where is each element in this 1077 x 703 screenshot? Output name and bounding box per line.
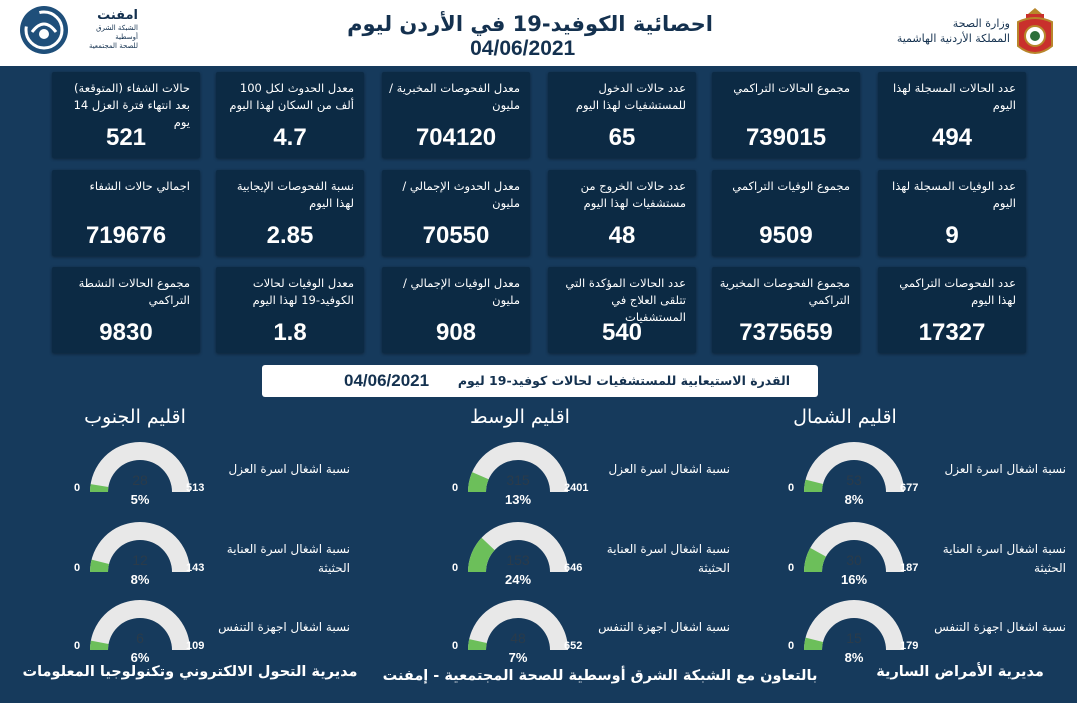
stat-value: 494 xyxy=(931,124,973,151)
stat-card xyxy=(712,72,860,158)
gauge-min: 0 xyxy=(788,640,795,652)
ministry-line2: المملكة الأردنية الهاشمية xyxy=(896,32,1010,45)
capacity-banner-date: 04/06/2021 xyxy=(344,371,430,390)
logo-line1: الشبكة الشرق أوسطية xyxy=(96,24,138,41)
gauge-label: نسبة اشغال اسرة العناية الحثيثة xyxy=(226,542,350,575)
stat-label: مجموع الوفيات التراكمي xyxy=(732,179,850,193)
stat-label: عدد حالات الدخول للمستشفيات لهذا اليوم xyxy=(575,81,686,112)
stat-card xyxy=(712,170,860,256)
gauge-max: 646 xyxy=(564,562,583,574)
stat-label: عدد الفحوصات التراكمي لهذا اليوم xyxy=(899,276,1016,307)
gauge xyxy=(788,596,918,666)
gauge-percent: 16% xyxy=(840,572,868,587)
stat-label: مجموع الحالات التراكمي xyxy=(733,81,850,95)
gauge-percent: 13% xyxy=(504,492,532,507)
gauge-value: 48 xyxy=(510,630,526,646)
stat-card xyxy=(878,72,1026,158)
footer-left: مديرية التحول الالكتروني وتكنولوجيا المعلومات xyxy=(22,664,358,680)
gauge-max: 677 xyxy=(900,482,919,494)
gauge xyxy=(452,438,589,508)
stat-value: 7375659 xyxy=(739,319,833,346)
stat-label: عدد الحالات المسجلة لهذا اليوم xyxy=(892,81,1016,112)
stat-card xyxy=(548,72,696,158)
stat-value: 9 xyxy=(945,222,959,249)
stat-value: 704120 xyxy=(415,124,497,151)
gauge xyxy=(452,518,582,588)
stat-value: 719676 xyxy=(85,222,167,249)
stat-label: عدد الحالات المؤكدة التي تتلقى العلاج في المستشفيات xyxy=(565,276,686,324)
ministry-name xyxy=(870,16,1010,56)
stat-value: 1.8 xyxy=(273,319,307,346)
gauge-value: 6 xyxy=(136,630,144,646)
stat-label: معدل الوفيات الإجمالي /مليون xyxy=(403,276,520,307)
page-title-text: احصائية الكوفيد-19 في الأردن ليوم xyxy=(347,12,713,36)
logo-text xyxy=(72,8,138,52)
stat-value: 908 xyxy=(435,319,477,346)
gauge-max: 652 xyxy=(564,640,583,652)
stat-value: 65 xyxy=(608,124,636,151)
gauge-label: نسبة اشغال اسرة العزل xyxy=(228,462,350,476)
gauge-max: 179 xyxy=(900,640,919,652)
stat-value: 17327 xyxy=(918,319,986,346)
emphnet-logo-icon xyxy=(18,4,70,56)
gauge-percent: 7% xyxy=(508,650,528,665)
gauge-value: 53 xyxy=(846,472,862,488)
gauge-min: 0 xyxy=(788,562,795,574)
gauge-min: 0 xyxy=(74,482,81,494)
gauge-value: 315 xyxy=(506,472,530,488)
gauge-percent: 8% xyxy=(844,492,864,507)
stat-label: مجموع الحالات النشطة التراكمي xyxy=(78,276,190,307)
gauge-percent: 6% xyxy=(130,650,150,665)
gauge-label: نسبة اشغال اسرة العزل xyxy=(608,462,730,476)
page-title xyxy=(290,12,770,60)
stat-card xyxy=(52,267,200,353)
stat-card xyxy=(382,267,530,353)
footer-center: بالتعاون مع الشبكة الشرق أوسطية للصحة المجتمعية - إمفنت xyxy=(382,668,818,684)
stat-value: 9830 xyxy=(99,319,153,346)
stat-label: اجمالي حالات الشفاء xyxy=(89,179,190,193)
stat-value: 540 xyxy=(601,319,643,346)
gauge-min: 0 xyxy=(452,640,459,652)
stat-value: 70550 xyxy=(422,222,490,249)
stat-card xyxy=(216,267,364,353)
stat-value: 739015 xyxy=(745,124,827,151)
page-title-date: 04/06/2021 xyxy=(470,37,576,60)
gauge-label: نسبة اشغال اجهزة التنفس xyxy=(934,620,1066,634)
stat-value: 521 xyxy=(105,124,147,151)
gauge-value: 153 xyxy=(506,552,530,568)
stat-label: نسبة الفحوصات الإيجابية لهذا اليوم xyxy=(236,179,354,210)
stat-value: 9509 xyxy=(759,222,813,249)
gauge-min: 0 xyxy=(788,482,795,494)
gauge-label: نسبة اشغال اسرة العناية الحثيثة xyxy=(606,542,730,575)
logo-name: امفنت xyxy=(97,8,138,23)
gauge-max: 513 xyxy=(186,482,205,494)
gauge-min: 0 xyxy=(74,562,81,574)
stat-label: معدل الوفيات لحالات الكوفيد-19 لهذا اليوم xyxy=(252,276,354,307)
stat-label: عدد حالات الخروج من مستشفيات لهذا اليوم xyxy=(580,179,686,210)
region-title-center: اقليم الوسط xyxy=(470,406,570,428)
gauge-label: نسبة اشغال اجهزة التنفس xyxy=(598,620,730,634)
stat-label: حالات الشفاء (المتوقعة) بعد انتهاء فترة العزل 14 يوم xyxy=(73,81,190,129)
gauge-label: نسبة اشغال اجهزة التنفس xyxy=(218,620,350,634)
gauge-value: 30 xyxy=(846,552,862,568)
gauge-max: 187 xyxy=(900,562,919,574)
gauge-max: 109 xyxy=(186,640,205,652)
stat-label: مجموع الفحوصات المخبرية التراكمي xyxy=(719,276,850,307)
stat-card xyxy=(712,267,860,353)
gauge-max: 143 xyxy=(186,562,205,574)
stat-card xyxy=(878,267,1026,353)
gauge xyxy=(74,596,204,666)
stat-card xyxy=(878,170,1026,256)
stat-label: معدل الحدوث لكل 100 ألف من السكان لهذا اليوم xyxy=(229,81,354,112)
stat-card xyxy=(548,170,696,256)
gauge-label: نسبة اشغال اسرة العزل xyxy=(944,462,1066,476)
region-title-north: اقليم الشمال xyxy=(793,406,897,428)
stat-label: عدد الوفيات المسجلة لهذا اليوم xyxy=(892,179,1016,210)
stat-card xyxy=(382,72,530,158)
gauge-percent: 24% xyxy=(504,572,532,587)
stat-card xyxy=(216,170,364,256)
stat-value: 4.7 xyxy=(273,124,307,151)
gauge-percent: 5% xyxy=(130,492,150,507)
logo-line2: للصحة المجتمعية xyxy=(88,42,138,50)
capacity-banner-text: القدرة الاستيعابية للمستشفيات لحالات كوفيد-19 ليوم xyxy=(457,373,790,388)
region-title-south: اقليم الجنوب xyxy=(84,406,186,428)
stat-card xyxy=(52,170,200,256)
stat-card xyxy=(382,170,530,256)
gauge-value: 15 xyxy=(846,630,862,646)
gauge xyxy=(74,518,204,588)
gauge-min: 0 xyxy=(452,562,459,574)
gauge-max: 2401 xyxy=(564,482,589,494)
header xyxy=(0,0,1077,66)
gauge xyxy=(74,438,204,508)
gauge-percent: 8% xyxy=(130,572,150,587)
gauge-percent: 8% xyxy=(844,650,864,665)
ministry-line1: وزارة الصحة xyxy=(952,17,1010,30)
footer-right: مديرية الأمراض السارية xyxy=(876,664,1044,680)
stat-label: معدل الحدوث الإجمالي /مليون xyxy=(402,179,520,210)
stat-label: معدل الفحوصات المخبرية /مليون xyxy=(389,81,520,112)
stat-value: 2.85 xyxy=(266,222,314,249)
stat-value: 48 xyxy=(608,222,636,249)
gauge-min: 0 xyxy=(452,482,459,494)
gauge-label: نسبة اشغال اسرة العناية الحثيثة xyxy=(942,542,1066,575)
gauge-value: 28 xyxy=(132,472,148,488)
gauge-value: 12 xyxy=(132,552,148,568)
gauge-min: 0 xyxy=(74,640,81,652)
jordan-emblem-icon xyxy=(1012,6,1058,60)
gauge xyxy=(788,438,918,508)
gauge xyxy=(452,596,582,666)
stat-card xyxy=(52,72,200,158)
gauge xyxy=(788,518,918,588)
stat-card xyxy=(548,267,696,353)
stat-card xyxy=(216,72,364,158)
capacity-banner xyxy=(262,365,818,397)
